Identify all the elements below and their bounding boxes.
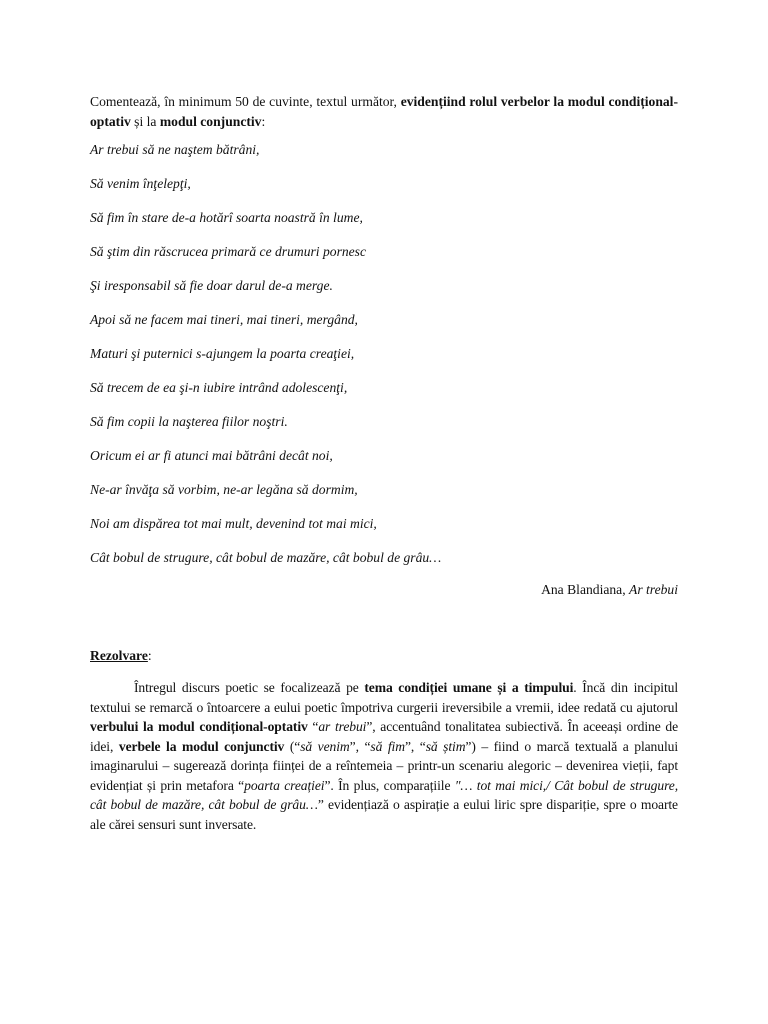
solution-text: “ (307, 719, 319, 734)
poem-line: Ar trebui să ne naştem bătrâni, (90, 142, 260, 157)
poem-line: Să ştim din răscrucea primară ce drumuri pornesc (90, 244, 367, 259)
poem-line: Şi iresponsabil să fie doar darul de-a merge. (90, 278, 333, 293)
solution-text: Întregul discurs poetic se focalizează pe (134, 680, 365, 695)
poem-line: Apoi să ne facem mai tineri, mai tineri, mergând, (90, 312, 358, 327)
prompt-emphasis: modul conjunctiv (159, 114, 262, 129)
solution-quote: să venim (300, 738, 350, 754)
solution-text: ”) – fiind o marcă textuală a planului imaginarului – sugerează dorința ființei de a reîntemeia – printr-un scenariu alegoric – devenirea vieții, fapt evidențiat și prin metafora “ (90, 738, 679, 793)
solution-quote: ″… tot mai mici,/ Cât bobul de strugure, cât bobul de mazăre, cât bobul de grâu… (90, 777, 678, 812)
poem-line: Să trecem de ea şi-n iubire intrând adolescenţi, (90, 380, 348, 395)
prompt-text: : (261, 114, 266, 129)
solution-emphasis: verbele la modul conjunctiv (118, 738, 285, 754)
prompt-text: Comentează, în minimum 50 de cuvinte, textul următor, (90, 94, 401, 109)
solution-quote: să știm (425, 738, 466, 754)
poem (90, 140, 678, 582)
poem-title: Ar trebui (629, 582, 678, 597)
poem-line: Maturi şi puternici s-ajungem la poarta creaţiei, (90, 346, 355, 361)
poem-line: Să fim în stare de-a hotărî soarta noastră în lume, (90, 210, 363, 225)
solution-quote: să fim (370, 738, 405, 754)
solution-text: . Încă din incipitul textului se remarcă o întoarcere a eului poetic împotriva curgerii ireversibile a vremii, idee redată cu ajutorul (90, 680, 678, 715)
poem-line: Să fim copii la naşterea fiilor noştri. (90, 414, 288, 429)
solution-heading-label: Rezolvare (90, 648, 148, 663)
solution-heading-colon: : (147, 648, 152, 663)
solution-text: ”, “ (404, 738, 426, 754)
solution-quote: poarta creației (244, 777, 325, 793)
solution-text: ”, “ (349, 738, 371, 754)
solution-emphasis: tema condiției umane și a timpului (364, 680, 574, 695)
poem-author: Ana Blandiana, (541, 582, 630, 597)
assignment-prompt (90, 92, 678, 132)
solution-text: ”, accentuând tonalitatea subiectivă. În aceeași ordine de idei, (90, 719, 679, 754)
solution-emphasis: verbului la modul condițional-optativ (90, 719, 308, 734)
solution-quote: ar trebui (318, 719, 367, 734)
solution-heading (90, 646, 678, 666)
prompt-text: și la (130, 114, 160, 129)
poem-line: Ne-ar învăţa să vorbim, ne-ar legăna să dormim, (90, 482, 358, 497)
solution-paragraph (90, 678, 678, 834)
poem-line: Oricum ei ar fi atunci mai bătrâni decât noi, (90, 448, 333, 463)
poem-line: Cât bobul de strugure, cât bobul de mazăre, cât bobul de grâu… (90, 550, 442, 565)
prompt-emphasis: evidențiind rolul verbelor la modul condițional-optativ (90, 94, 678, 129)
poem-line: Să venim înţelepţi, (90, 176, 191, 191)
solution-text: (“ (284, 738, 301, 754)
solution-text: ” evidențiază o aspirație a eului liric spre dispariție, spre o moarte ale cărei sensuri sunt inversate. (90, 797, 678, 832)
poem-line: Noi am dispărea tot mai mult, devenind tot mai mici, (90, 516, 377, 531)
document-page (90, 92, 678, 848)
solution-text: ”. În plus, comparațiile (324, 777, 455, 793)
poem-attribution (90, 580, 678, 600)
